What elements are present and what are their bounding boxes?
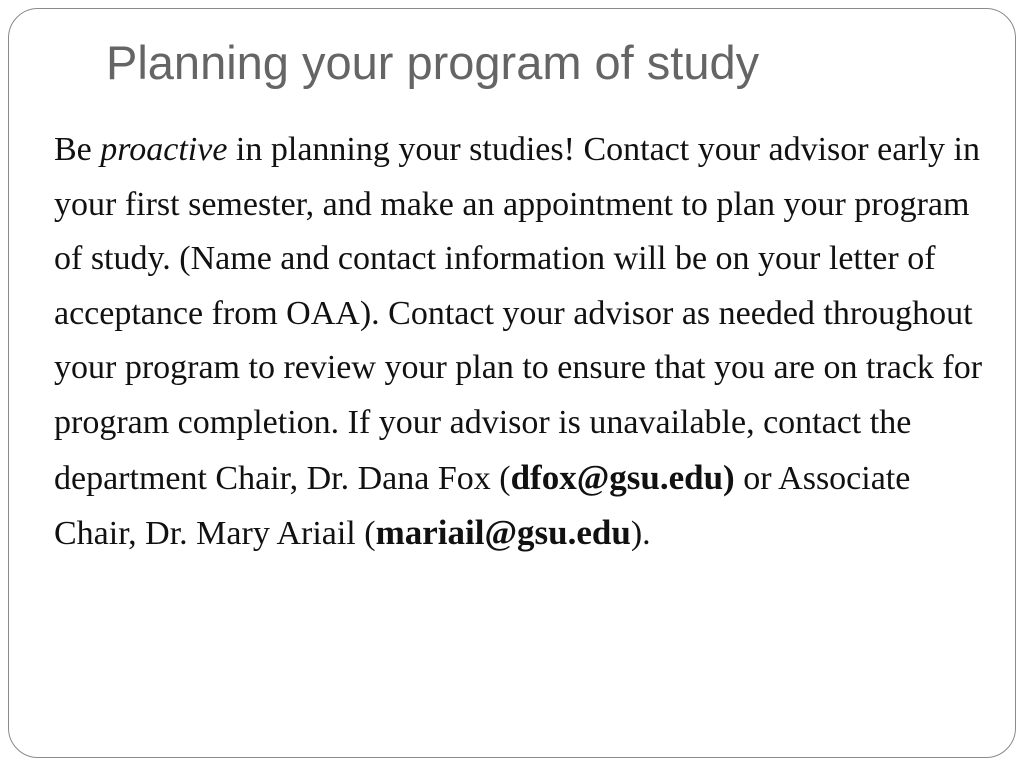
- body-text-main: in planning your studies! Contact your advisor early in your first semester, and make an appointment to plan your program of study. (Name and contact information will be on your letter of acceptance from OAA). Contact your advisor as needed throughout your program to review your plan to ensure that you are on track for program completion. If your advisor is unavailable, contact the department Chair, Dr. Dana Fox (: [54, 131, 983, 497]
- body-emphasis: proactive: [100, 131, 228, 168]
- body-text-associate: or Associate Chair, Dr. Mary Ariail (: [54, 459, 911, 553]
- body-text-end: ).: [630, 515, 651, 553]
- slide-title: Planning your program of study: [106, 36, 760, 89]
- slide-body-text: [54, 123, 994, 562]
- body-text-start: Be: [54, 131, 101, 168]
- chair-email: dfox@gsu.edu): [510, 457, 735, 497]
- associate-chair-email: mariail@gsu.edu: [375, 513, 631, 553]
- slide-frame: [8, 8, 1016, 758]
